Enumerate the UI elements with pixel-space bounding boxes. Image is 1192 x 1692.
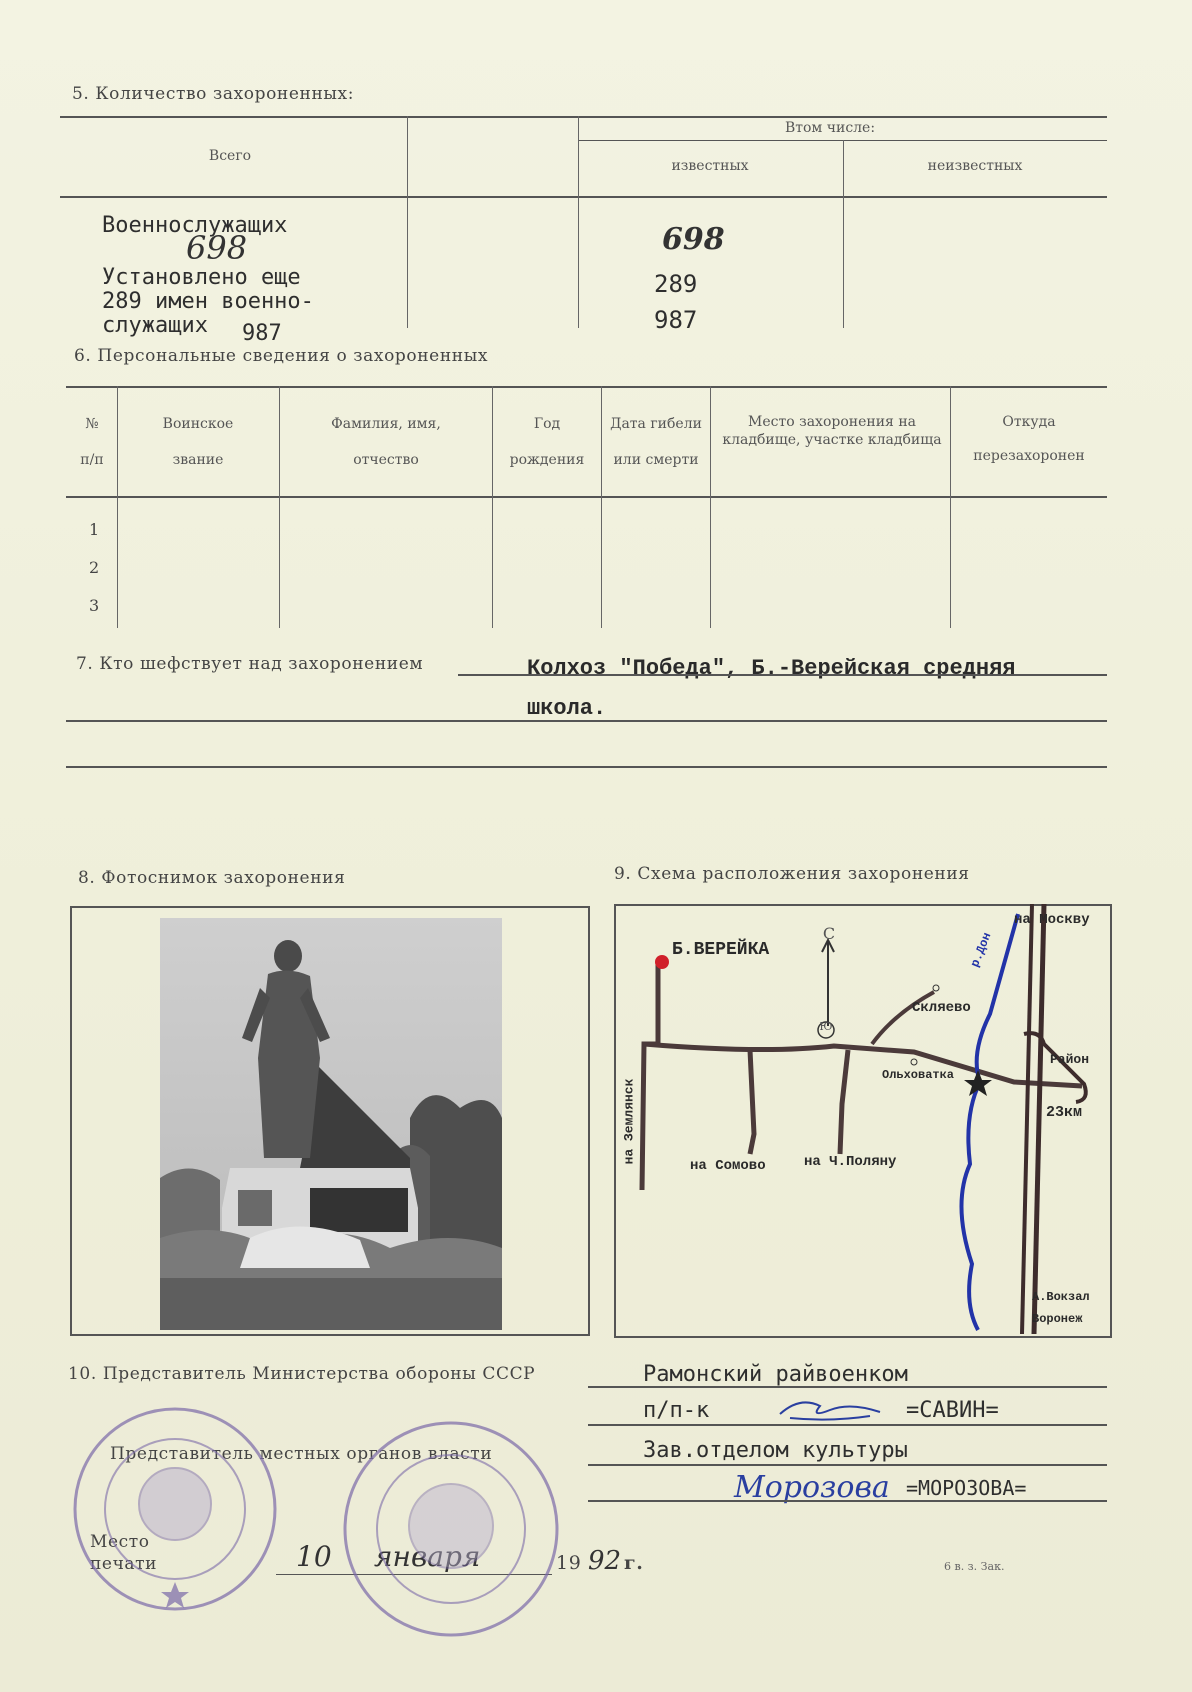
s5-vline-1 (407, 116, 408, 328)
map-km: 23км (1046, 1104, 1083, 1121)
hdr-num-bottom: п/п (80, 452, 104, 468)
s7-line-2 (66, 720, 1107, 722)
col-known-header: известных (671, 158, 749, 174)
s6-vline-5 (710, 386, 711, 628)
section8-title: 8. Фотоснимок захоронения (78, 868, 346, 888)
savin-signature-icon (770, 1394, 890, 1424)
s6-vline-1 (117, 386, 118, 628)
s6-vline-3 (492, 386, 493, 628)
map-station: А.Вокзал (1032, 1290, 1090, 1304)
memorial-photo (160, 918, 502, 1330)
hdr-place: Место захоронения на кладбище, участке кладбища (722, 414, 942, 448)
known-289: 289 (654, 270, 698, 298)
local-authority-title: Представитель местных органов власти (110, 1444, 493, 1464)
s5-vline-3 (843, 140, 844, 328)
hdr-death-top: Дата гибели (610, 416, 702, 432)
map-sklyaevo: Скляево (912, 1000, 971, 1016)
map-b-vereika: Б.ВЕРЕЙКА (672, 940, 770, 960)
hdr-from-top: Откуда (1002, 414, 1056, 430)
date-day: 10 (296, 1540, 332, 1573)
stamp-military-icon (70, 1404, 280, 1614)
savin-name: =САВИН= (906, 1398, 999, 1423)
place-label: Место (90, 1532, 150, 1552)
col-unknown-header: неизвестных (927, 158, 1023, 174)
hdr-name-top: Фамилия, имя, (331, 416, 441, 432)
year-prefix: 19 (556, 1552, 582, 1574)
date-month: января (374, 1540, 481, 1573)
s10-line-3 (588, 1464, 1107, 1466)
col-total-header: Всего (208, 148, 252, 164)
section7-title: 7. Кто шефствует над захоронением (76, 654, 424, 674)
total-hand-987: 987 (242, 321, 282, 346)
known-698: 698 (662, 222, 725, 257)
s10-line-2 (588, 1424, 1107, 1426)
total-hand-698: 698 (186, 229, 248, 267)
year-suffix: г. (624, 1552, 644, 1574)
print-label: печати (90, 1554, 158, 1574)
location-map (614, 904, 1108, 1334)
map-to-zemlyansk: на Землянск (621, 1078, 637, 1165)
hdr-from-bottom: перезахоронен (973, 448, 1085, 464)
row-num-2: 2 (89, 558, 100, 577)
culture-head: Зав.отделом культуры (643, 1438, 908, 1463)
map-olkhovatka: Ольховатка (882, 1068, 955, 1082)
s6-vline-4 (601, 386, 602, 628)
map-to-somovo: на Сомово (690, 1158, 766, 1174)
row-num-1: 1 (89, 520, 100, 539)
s10-line-4 (588, 1500, 1107, 1502)
map-river-don: р.Дон (968, 930, 995, 970)
pp-k-label: п/п-к (643, 1398, 710, 1423)
s10-line-1 (588, 1386, 1107, 1388)
map-to-ch-polyana: на Ч.Поляну (804, 1154, 897, 1170)
map-north: С (822, 924, 836, 943)
section5-title: 5. Количество захороненных: (72, 84, 355, 104)
hdr-rank-top: Воинское (162, 416, 234, 432)
s5-top-line (60, 116, 1107, 118)
print-code: 6 в. з. Зак. (944, 1560, 1005, 1573)
s6-vline-6 (950, 386, 951, 628)
total-text-4: служащих (102, 313, 208, 338)
hdr-rank-bottom: звание (172, 452, 224, 468)
morozova-name: =МОРОЗОВА= (906, 1476, 1027, 1500)
section10-title: 10. Представитель Министерства обороны СССР (68, 1364, 536, 1384)
s5-header-line (60, 196, 1107, 198)
hdr-birth-top: Год (533, 416, 561, 432)
s7-line-3 (66, 766, 1107, 768)
hdr-birth-bottom: рождения (509, 452, 585, 468)
map-voronezh: Воронеж (1032, 1312, 1083, 1326)
year-hand: 92 (588, 1546, 622, 1576)
hdr-name-bottom: отчество (353, 452, 419, 468)
patron-line-1: Колхоз "Победа", Б.-Верейская средняя (527, 656, 1016, 681)
total-text-2: Установлено еще (102, 265, 301, 290)
map-raion: Район (1050, 1052, 1090, 1067)
section9-title: 9. Схема расположения захоронения (614, 864, 970, 884)
morozova-signature: Морозова (734, 1470, 890, 1505)
s7-line-1 (458, 674, 1107, 676)
ministry-line: Рамонский райвоенком (643, 1362, 908, 1387)
section6-title: 6. Персональные сведения о захороненных (74, 346, 489, 366)
row-num-3: 3 (89, 596, 100, 615)
col-including-header: Втом числе: (784, 120, 876, 136)
known-987: 987 (654, 306, 698, 334)
total-text-3: 289 имен военно- (102, 289, 314, 314)
s6-vline-2 (279, 386, 280, 628)
stamp-council-icon (340, 1418, 562, 1640)
s5-vline-2 (578, 116, 579, 328)
hdr-num-top: № (85, 416, 99, 432)
map-to-moscow: на Москву (1014, 912, 1090, 928)
total-text-1: Военнослужащих (102, 213, 288, 238)
patron-line-2: школа. (527, 696, 607, 721)
map-south: Ю (819, 1020, 833, 1033)
hdr-death-bottom: или смерти (613, 452, 699, 468)
